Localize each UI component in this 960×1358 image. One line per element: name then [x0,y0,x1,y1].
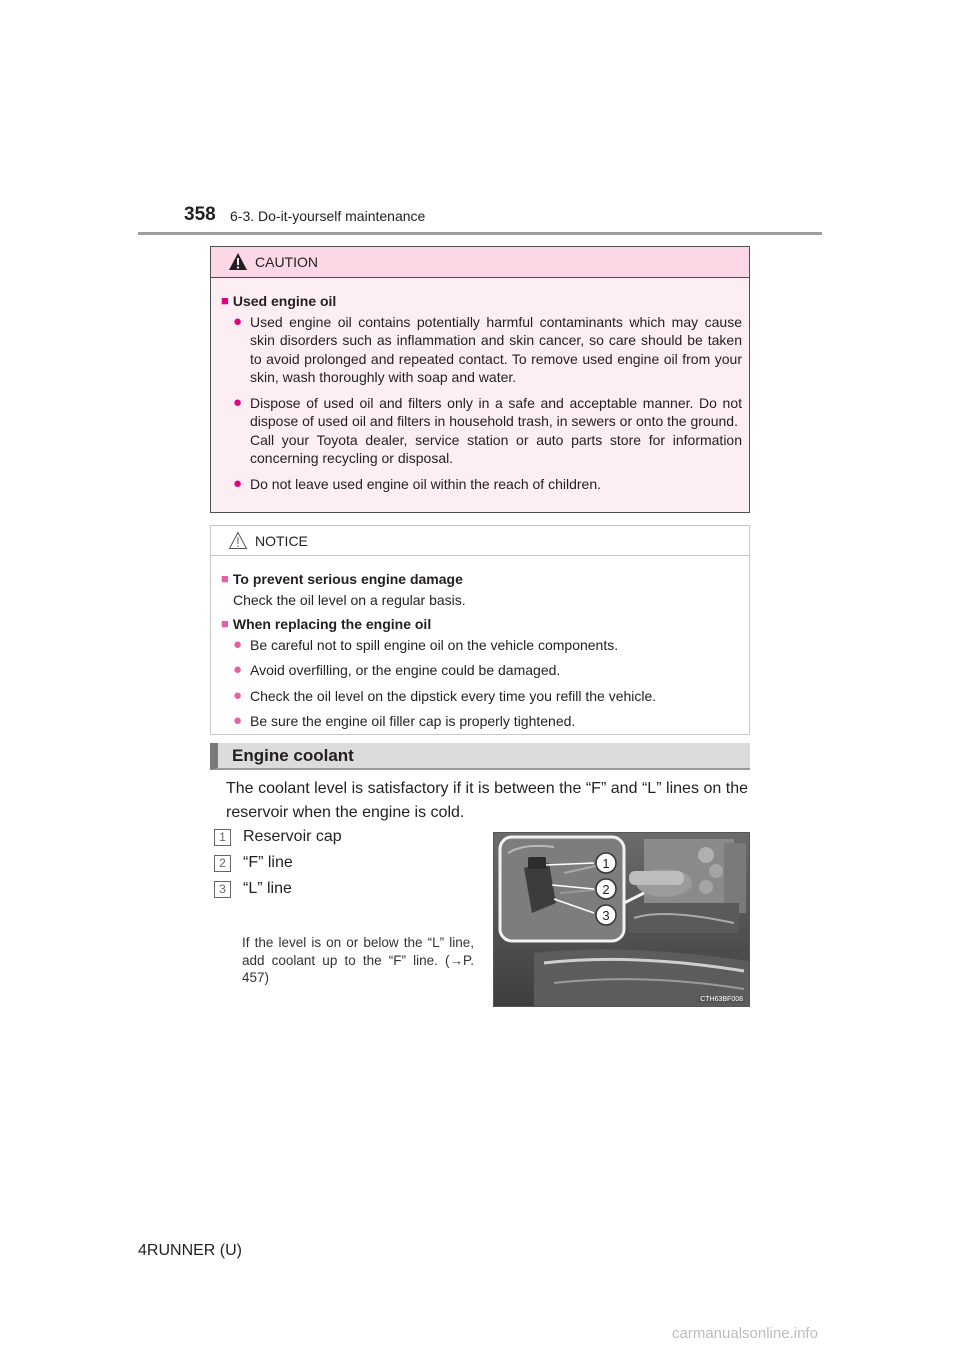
bullet-icon: ● [233,474,243,492]
bullet-icon: ● [233,661,243,678]
list-item: ● Dispose of used oil and filters only in a safe and acceptable manner. Do not dispose of used oil and filters in household trash, in sewers or onto the ground. Call your Toyota dealer, service station or auto parts store for information concerning recycling or disposal. [233,393,742,466]
list-item: ● Be sure the engine oil filler cap is properly tightened. [233,712,576,729]
caution-header [211,247,749,278]
callout-label-3: 3 [602,908,610,923]
notice-text: Check the oil level on a regular basis. [233,591,466,608]
list-item: ● Avoid overfilling, or the engine could be damaged. [233,661,561,678]
engine-bay-photo [493,832,750,1007]
section-title: 6-3. Do-it-yourself maintenance [230,208,426,224]
caution-box [210,246,750,513]
callout-label-2: 2 [602,882,610,897]
notice-heading-2: ■ When replacing the engine oil [221,616,432,632]
notice-label: NOTICE [255,533,308,549]
caution-content [211,278,749,493]
caution-label: CAUTION [255,254,318,270]
figure-code: CTH63BF008 [700,996,743,1003]
bullet-icon: ● [233,312,243,330]
bullet-icon: ● [233,393,243,411]
list-item: ● Used engine oil contains potentially harmful contaminants which may cause skin disorders such as inflammation and skin cancer, so care should be taken to avoid prolonged and repeated contact. To remove used engine oil from your skin, wash thoroughly with soap and water. [233,312,742,385]
coolant-note: If the level is on or below the “L” line, add coolant up to the “F” line. (→P. 457) [242,935,474,985]
page-number: 358 [184,204,216,225]
notice-box [210,525,750,735]
list-item: ● Check the oil level on the dipstick every time you refill the vehicle. [233,686,657,704]
bullet-icon: ● [233,686,243,704]
header-divider [138,232,822,235]
caution-heading: ■ Used engine oil [221,293,337,309]
engine-bay-illustration [494,833,749,1006]
warning-triangle-icon [228,252,248,271]
notice-header [211,526,749,556]
square-bullet-icon: ■ [221,616,229,631]
list-item: ● Do not leave used engine oil within the reach of children. [233,474,601,492]
coolant-intro: The coolant level is satisfactory if it is between the “F” and “L” lines on the reservoir when the engine is cold. [226,780,748,821]
bullet-icon: ● [233,635,243,653]
part-item: 1 Reservoir cap [214,828,342,846]
notice-heading-1: ■ To prevent serious engine damage [221,571,463,587]
bullet-icon: ● [233,712,243,729]
section-heading [210,743,750,770]
square-bullet-icon: ■ [221,571,229,586]
watermark: carmanualsonline.info [672,1325,818,1342]
warning-outline-icon [228,531,248,550]
section-heading-text: Engine coolant [232,746,354,765]
part-item: 2 “F” line [214,854,293,872]
square-bullet-icon: ■ [221,293,229,308]
callout-label-1: 1 [602,856,610,871]
model-label: 4RUNNER (U) [138,1242,242,1259]
number-badge: 3 [214,881,231,898]
number-badge: 1 [214,829,231,846]
part-item: 3 “L” line [214,880,292,898]
list-item: ● Be careful not to spill engine oil on the vehicle components. [233,635,619,653]
number-badge: 2 [214,855,231,872]
notice-content [211,556,749,731]
